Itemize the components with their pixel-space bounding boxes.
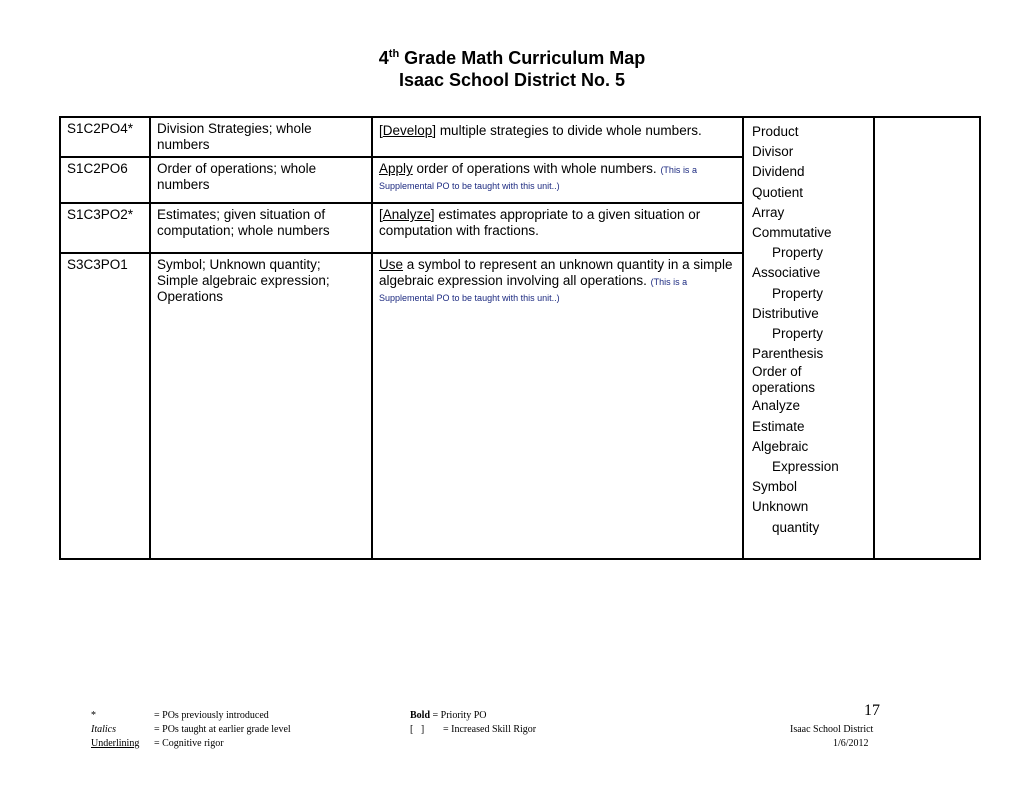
rigor-verb: Apply bbox=[379, 161, 413, 176]
vocab-item: Expression bbox=[772, 459, 839, 475]
legend-bracket-desc: = Increased Skill Rigor bbox=[443, 724, 537, 735]
po-topic: Order of operations; whole numbers bbox=[157, 161, 317, 192]
po-code: S1C2PO6 bbox=[67, 161, 128, 176]
vocab-item: Product bbox=[752, 124, 799, 139]
po-topic: Division Strategies; whole numbers bbox=[157, 121, 312, 152]
footer-date: 1/6/2012 bbox=[833, 738, 869, 749]
vocab-item: Array bbox=[752, 204, 785, 220]
vocab-item: Order of bbox=[752, 364, 802, 380]
po-code: S1C3PO2* bbox=[67, 207, 134, 222]
legend-italics-desc: = POs taught at earlier grade level bbox=[154, 724, 291, 735]
vocab-item: Unknown bbox=[752, 499, 809, 515]
po-description: [Develop] multiple strategies to divide whole numbers. bbox=[379, 123, 702, 138]
page-title bbox=[0, 47, 1024, 91]
legend-italics-symbol: Italics bbox=[91, 724, 116, 735]
table-row bbox=[60, 117, 980, 157]
vocab-item: Estimate bbox=[752, 418, 805, 434]
vocab-item: Property bbox=[772, 285, 824, 301]
title-line-2: Isaac School District No. 5 bbox=[398, 70, 626, 90]
vocab-item: Symbol bbox=[752, 479, 798, 495]
po-description: Use a symbol to represent an unknown quantity in a simple algebraic expression involving all operations. (This is a Supplemental PO to be taught with this unit..) bbox=[379, 257, 733, 303]
vocab-item: Associative bbox=[752, 265, 821, 281]
legend-bracket-symbol: [ ] bbox=[410, 724, 425, 735]
vocab-item: operations bbox=[752, 380, 816, 396]
supplemental-note: (This is a Supplemental PO to be taught with this unit..) bbox=[379, 165, 697, 191]
vocab-item: Dividend bbox=[752, 164, 805, 180]
footer-district: Isaac School District bbox=[790, 724, 874, 735]
legend-bold-entry: Bold = Priority PO bbox=[410, 710, 487, 721]
legend-star-symbol: * bbox=[91, 710, 96, 721]
vocab-item: Parenthesis bbox=[752, 346, 824, 362]
legend-underline-desc: = Cognitive rigor bbox=[154, 738, 224, 749]
legend-star-desc: = POs previously introduced bbox=[154, 710, 269, 721]
po-topic: Estimates; given situation of computation; whole numbers bbox=[157, 207, 330, 238]
po-topic: Symbol; Unknown quantity; Simple algebraic expression; Operations bbox=[157, 257, 330, 304]
vocab-item: Quotient bbox=[752, 184, 804, 200]
curriculum-map-table bbox=[59, 116, 981, 560]
vocab-item: quantity bbox=[772, 519, 820, 535]
po-description: [Analyze] estimates appropriate to a given situation or computation with fractions. bbox=[379, 207, 701, 238]
supplemental-note: (This is a Supplemental PO to be taught with this unit..) bbox=[379, 277, 688, 303]
vocab-item: Distributive bbox=[752, 305, 819, 321]
rigor-verb: Develop bbox=[382, 123, 433, 138]
po-code: S3C3PO1 bbox=[67, 257, 128, 272]
empty-column bbox=[874, 117, 980, 559]
rigor-verb: Use bbox=[379, 257, 404, 272]
rigor-verb: Analyze bbox=[382, 207, 431, 222]
vocabulary-list bbox=[744, 118, 873, 538]
vocab-item: Commutative bbox=[752, 225, 832, 241]
vocab-item: Property bbox=[772, 245, 824, 261]
vocab-item: Algebraic bbox=[752, 438, 809, 454]
vocab-item: Divisor bbox=[752, 144, 794, 160]
page-number: 17 bbox=[864, 702, 880, 719]
legend-underline-symbol: Underlining bbox=[91, 738, 140, 749]
title-line-1: 4th Grade Math Curriculum Map bbox=[378, 48, 646, 68]
po-code: S1C2PO4* bbox=[67, 121, 134, 136]
vocab-item: Property bbox=[772, 326, 824, 342]
vocab-item: Analyze bbox=[752, 398, 801, 414]
po-description: Apply order of operations with whole numbers. (This is a Supplemental PO to be taught with this unit..) bbox=[379, 161, 697, 191]
